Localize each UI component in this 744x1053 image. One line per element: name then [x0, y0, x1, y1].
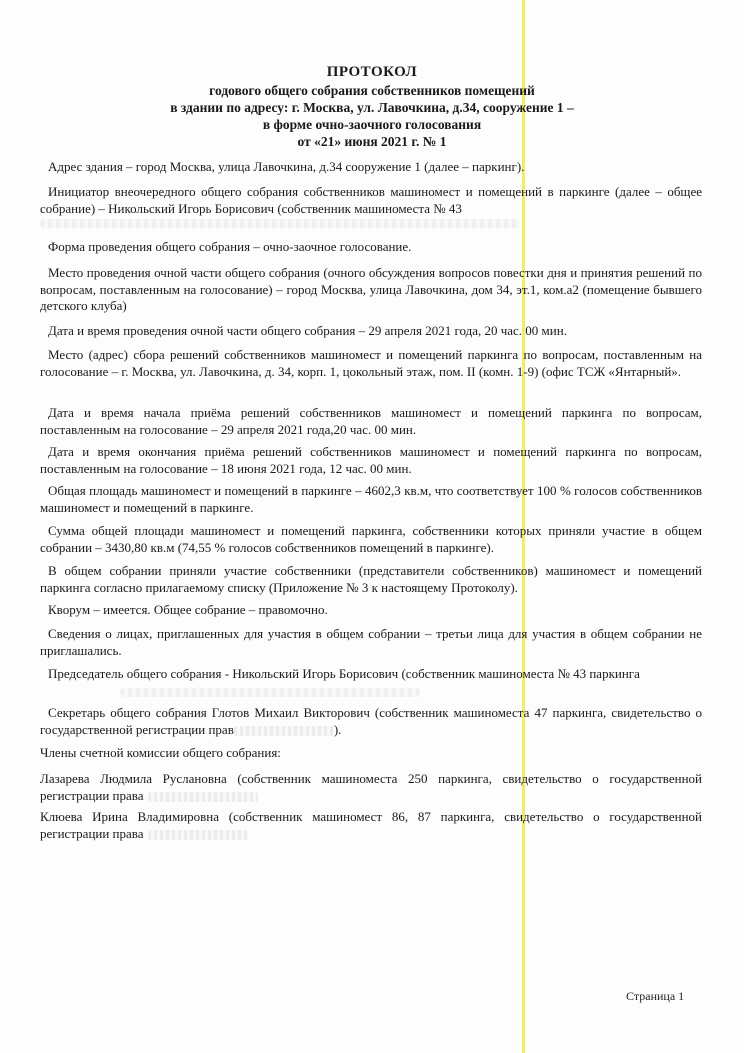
building-address: Адрес здания – город Москва, улица Лавочкина, д.34 сооружение 1 (далее – паркинг).	[48, 159, 525, 174]
commission-member-2-text: Клюева Ирина Владимировна (собственник машиномест 86, 87 паркинга, свидетельство о государственной регистрации права	[40, 809, 702, 841]
total-area: Общая площадь машиномест и помещений в паркинге – 4602,3 кв.м, что соответствует 100 % голосов собственников машиномест и помещений в паркинге.	[40, 483, 702, 515]
chairperson: Председатель общего собрания - Никольский Игорь Борисович (собственник машиноместа № 43 паркинга	[48, 666, 640, 681]
quorum-statement: Кворум – имеется. Общее собрание – правомочно.	[48, 602, 328, 617]
voting-start: Дата и время начала приёма решений собственников машиномест и помещений паркинга по вопросам, поставленным на голосование – 29 апреля 2021 года,20 час. 00 мин.	[40, 405, 702, 437]
redacted-area	[40, 219, 520, 228]
header-line-4: от «21» июня 2021 г. № 1	[297, 134, 447, 149]
invited-persons: Сведения о лицах, приглашенных для участия в общем собрании – третьи лица для участия в общем собрании не приглашались.	[40, 626, 702, 658]
voting-end: Дата и время окончания приёма решений собственников машиномест и помещений паркинга по вопросам, поставленным на голосование – 18 июня 2021 года, 12 час. 00 мин.	[40, 444, 702, 476]
redacted-inline	[234, 726, 334, 736]
meeting-place: Место проведения очной части общего собрания (очного обсуждения вопросов повестки дня и принятия решений по вопросам, поставленным на голосование) – город Москва, улица Лавочкина, дом 34, эт.1, ком.а2 (помещение бывшего детского клуба)	[40, 265, 702, 313]
page-number: Страница 1	[626, 989, 685, 1003]
header-line-1: годового общего собрания собственников помещений	[209, 83, 535, 98]
decision-collection-place: Место (адрес) сбора решений собственников машиномест и помещений паркинга по вопросам, поставленным на голосование – г. Москва, ул. Лавочкина, д. 34, корп. 1, цокольный этаж, пом. II (комн. 1-9) (офис ТСЖ «Янтарный».	[40, 347, 702, 379]
meeting-date: Дата и время проведения очной части общего собрания – 29 апреля 2021 года, 20 час. 00 мин.	[48, 323, 567, 338]
redacted-area	[120, 688, 420, 697]
secretary	[40, 705, 702, 738]
header-line-3: в форме очно-заочного голосования	[262, 117, 482, 132]
commission-member-1	[40, 771, 702, 804]
meeting-form: Форма проведения общего собрания – очно-заочное голосование.	[48, 239, 412, 254]
commission-member-2	[40, 809, 702, 842]
commission-heading: Члены счетной комиссии общего собрания:	[40, 745, 281, 760]
meeting-initiator	[40, 184, 702, 217]
meeting-initiator-text: Инициатор внеочередного общего собрания собственников машиномест и помещений в паркинге (далее – общее собрание) – Никольский Игорь Борисович (собственник машиноместа № 43	[40, 184, 702, 216]
secretary-tail: ).	[333, 721, 342, 737]
redacted-inline	[148, 830, 248, 840]
header-line-2: в здании по адресу: г. Москва, ул. Лавочкина, д.34, сооружение 1 –	[170, 100, 574, 115]
commission-member-1-text: Лазарева Людмила Руслановна (собственник машиноместа 250 паркинга, свидетельство о государственной регистрации права	[40, 771, 702, 803]
protocol-title: ПРОТОКОЛ	[326, 64, 418, 80]
participants-statement: В общем собрании приняли участие собственники (представители собственников) машиномест и помещений паркинга согласно прилагаемому списку (Приложение № 3 к настоящему Протоколу).	[40, 563, 702, 595]
protocol-header	[40, 62, 704, 150]
redacted-inline	[148, 792, 258, 802]
participated-area: Сумма общей площади машиномест и помещений паркинга, собственники которых приняли участие в общем собрании – 3430,80 кв.м (74,55 % голосов собственников помещений в паркинге).	[40, 523, 702, 555]
secretary-text: Секретарь общего собрания Глотов Михаил Викторович (собственник машиноместа 47 паркинга, свидетельство о государственной регистрации прав	[40, 705, 702, 737]
